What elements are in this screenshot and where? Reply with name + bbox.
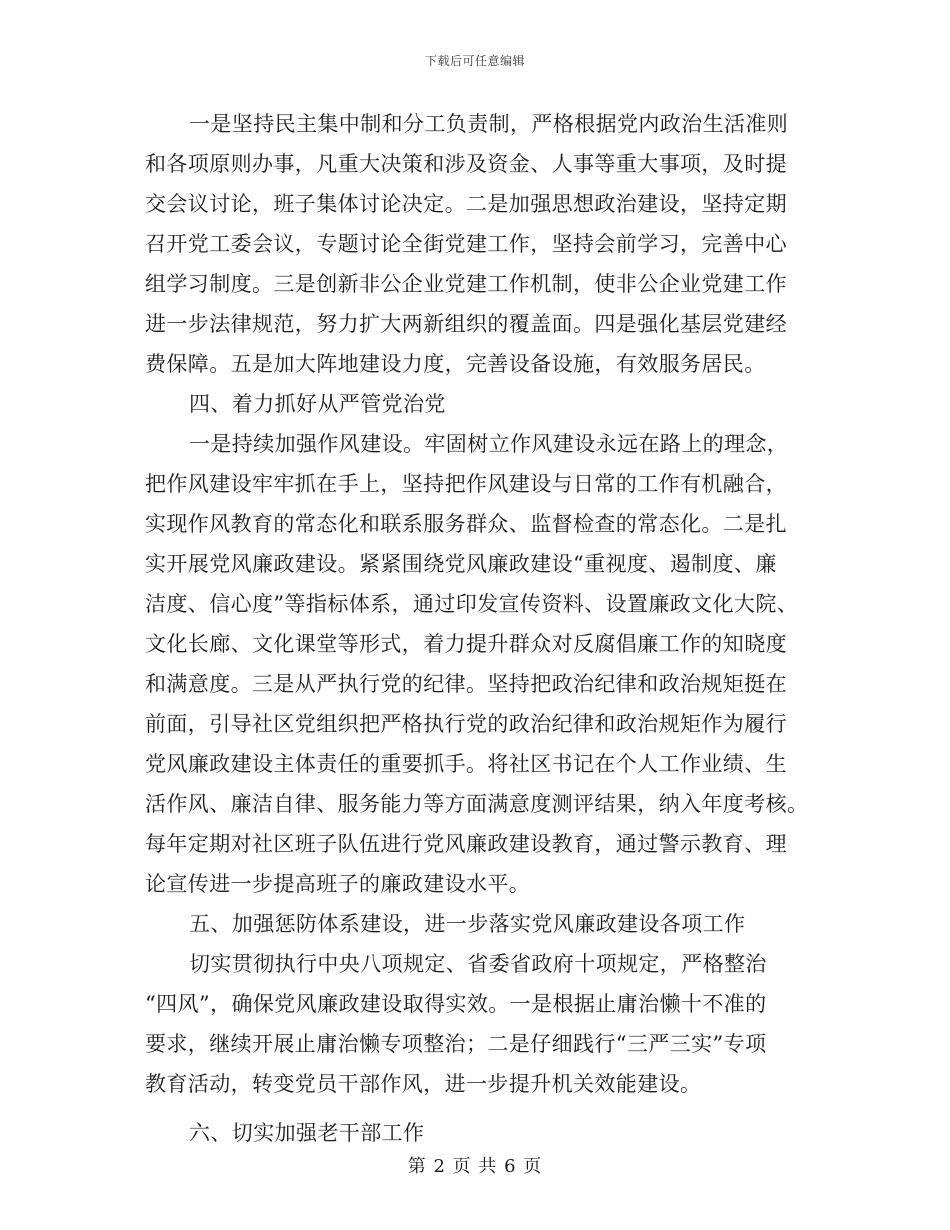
paragraph-line: 进一步法律规范，努力扩大两新组织的覆盖面。四是强化基层党建经 <box>145 312 787 336</box>
paragraph-line: 切实贯彻执行中央八项规定、省委省政府十项规定，严格整治 <box>189 952 767 976</box>
page-footer: 第 2 页 共 6 页 <box>407 1156 543 1177</box>
section-heading: 五、加强惩防体系建设，进一步落实党风廉政建设各项工作 <box>189 912 746 936</box>
paragraph-line: 召开党工委会议，专题讨论全街党建工作，坚持会前学习，完善中心 <box>145 232 787 256</box>
paragraph-line: 教育活动，转变党员干部作风，进一步提升机关效能建设。 <box>145 1072 702 1096</box>
page-header: 下载后可任意编辑 <box>424 54 525 68</box>
section-heading: 四、着力抓好从严管党治党 <box>189 392 446 416</box>
paragraph-line: “四风”，确保党风廉政建设取得实效。一是根据止庸治懒十不准的 <box>145 992 767 1016</box>
paragraph-line: 和满意度。三是从严执行党的纪律。坚持把政治纪律和政治规矩挺在 <box>145 672 787 696</box>
paragraph-line: 党风廉政建设主体责任的重要抓手。将社区书记在个人工作业绩、生 <box>145 752 787 776</box>
paragraph-line: 一是持续加强作风建设。牢固树立作风建设永远在路上的理念， <box>189 432 789 456</box>
paragraph-line: 费保障。五是加大阵地建设力度，完善设备设施，有效服务居民。 <box>145 352 766 376</box>
paragraph-line: 文化长廊、文化课堂等形式，着力提升群众对反腐倡廉工作的知晓度 <box>145 632 787 656</box>
paragraph-line: 洁度、信心度”等指标体系，通过印发宣传资料、设置廉政文化大院、 <box>145 592 799 616</box>
paragraph-line: 每年定期对社区班子队伍进行党风廉政建设教育，通过警示教育、理 <box>145 832 787 856</box>
section-heading: 六、切实加强老干部工作 <box>189 1121 425 1145</box>
paragraph-line: 把作风建设牢牢抓在手上，坚持把作风建设与日常的工作有机融合， <box>145 472 787 496</box>
paragraph-line: 组学习制度。三是创新非公企业党建工作机制，使非公企业党建工作 <box>145 272 787 296</box>
paragraph-line: 和各项原则办事，凡重大决策和涉及资金、人事等重大事项，及时提 <box>145 152 787 176</box>
document-body <box>145 104 817 1153</box>
paragraph-line: 活作风、廉洁自律、服务能力等方面满意度测评结果，纳入年度考核。 <box>145 792 809 816</box>
paragraph-line: 要求，继续开展止庸治懒专项整治；二是仔细践行“三严三实”专项 <box>145 1032 767 1056</box>
paragraph-line: 一是坚持民主集中制和分工负责制，严格根据党内政治生活准则 <box>189 112 789 136</box>
paragraph-line: 实开展党风廉政建设。紧紧围绕党风廉政建设“重视度、遏制度、廉 <box>145 552 777 576</box>
paragraph-line: 交会议讨论，班子集体讨论决定。二是加强思想政治建设，坚持定期 <box>145 192 787 216</box>
paragraph-line: 前面，引导社区党组织把严格执行党的政治纪律和政治规矩作为履行 <box>145 712 787 736</box>
paragraph-line: 实现作风教育的常态化和联系服务群众、监督检查的常态化。二是扎 <box>145 512 787 536</box>
paragraph-line: 论宣传进一步提高班子的廉政建设水平。 <box>145 872 531 896</box>
